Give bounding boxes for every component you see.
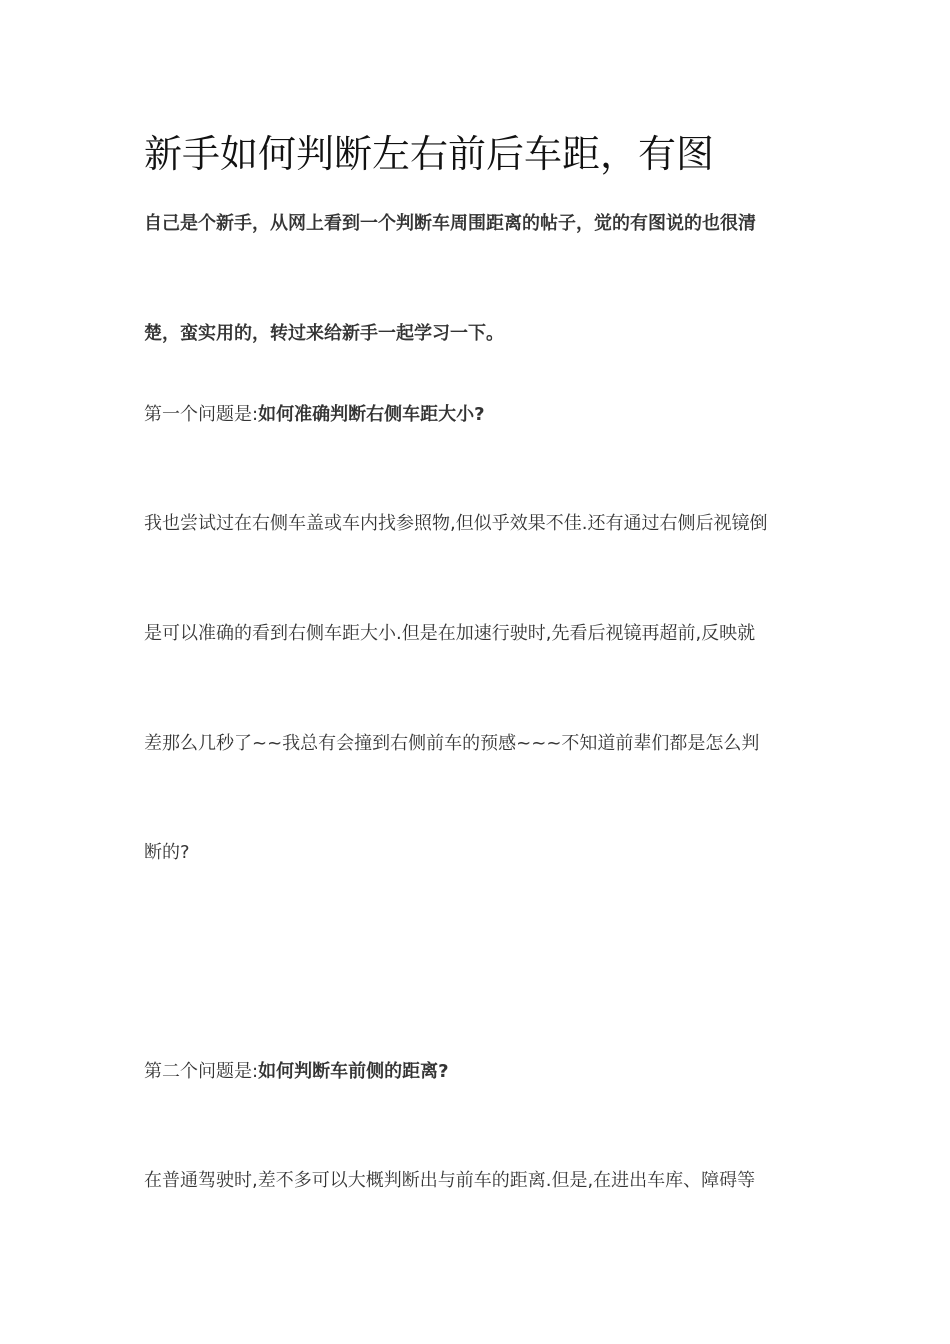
question-1 (144, 402, 485, 428)
paragraph-1-line-3: 差那么几秒了~~我总有会撞到右侧前车的预感~~~不知道前辈们都是怎么判 (144, 733, 760, 754)
intro-line-2: 楚，蛮实用的，转过来给新手一起学习一下。 (144, 323, 504, 344)
question-2-text: 如何判断车前侧的距离? (258, 1061, 449, 1082)
question-1-text: 如何准确判断右侧车距大小? (258, 404, 485, 425)
question-2 (144, 1059, 449, 1085)
question-1-prefix: 第一个问题是: (144, 404, 259, 425)
page-title: 新手如何判断左右前后车距，有图 (144, 132, 715, 176)
paragraph-1-line-1: 我也尝试过在右侧车盖或车内找参照物,但似乎效果不佳.还有通过右侧后视镜倒 (144, 513, 768, 534)
paragraph-1-line-4: 断的? (144, 842, 190, 863)
intro-line-1: 自己是个新手，从网上看到一个判断车周围距离的帖子，觉的有图说的也很清 (144, 213, 756, 234)
question-2-prefix: 第二个问题是: (144, 1061, 259, 1082)
paragraph-2-line-1: 在普通驾驶时,差不多可以大概判断出与前车的距离.但是,在进出车库、障碍等 (144, 1170, 756, 1191)
paragraph-1-line-2: 是可以准确的看到右侧车距大小.但是在加速行驶时,先看后视镜再超前,反映就 (144, 623, 756, 644)
